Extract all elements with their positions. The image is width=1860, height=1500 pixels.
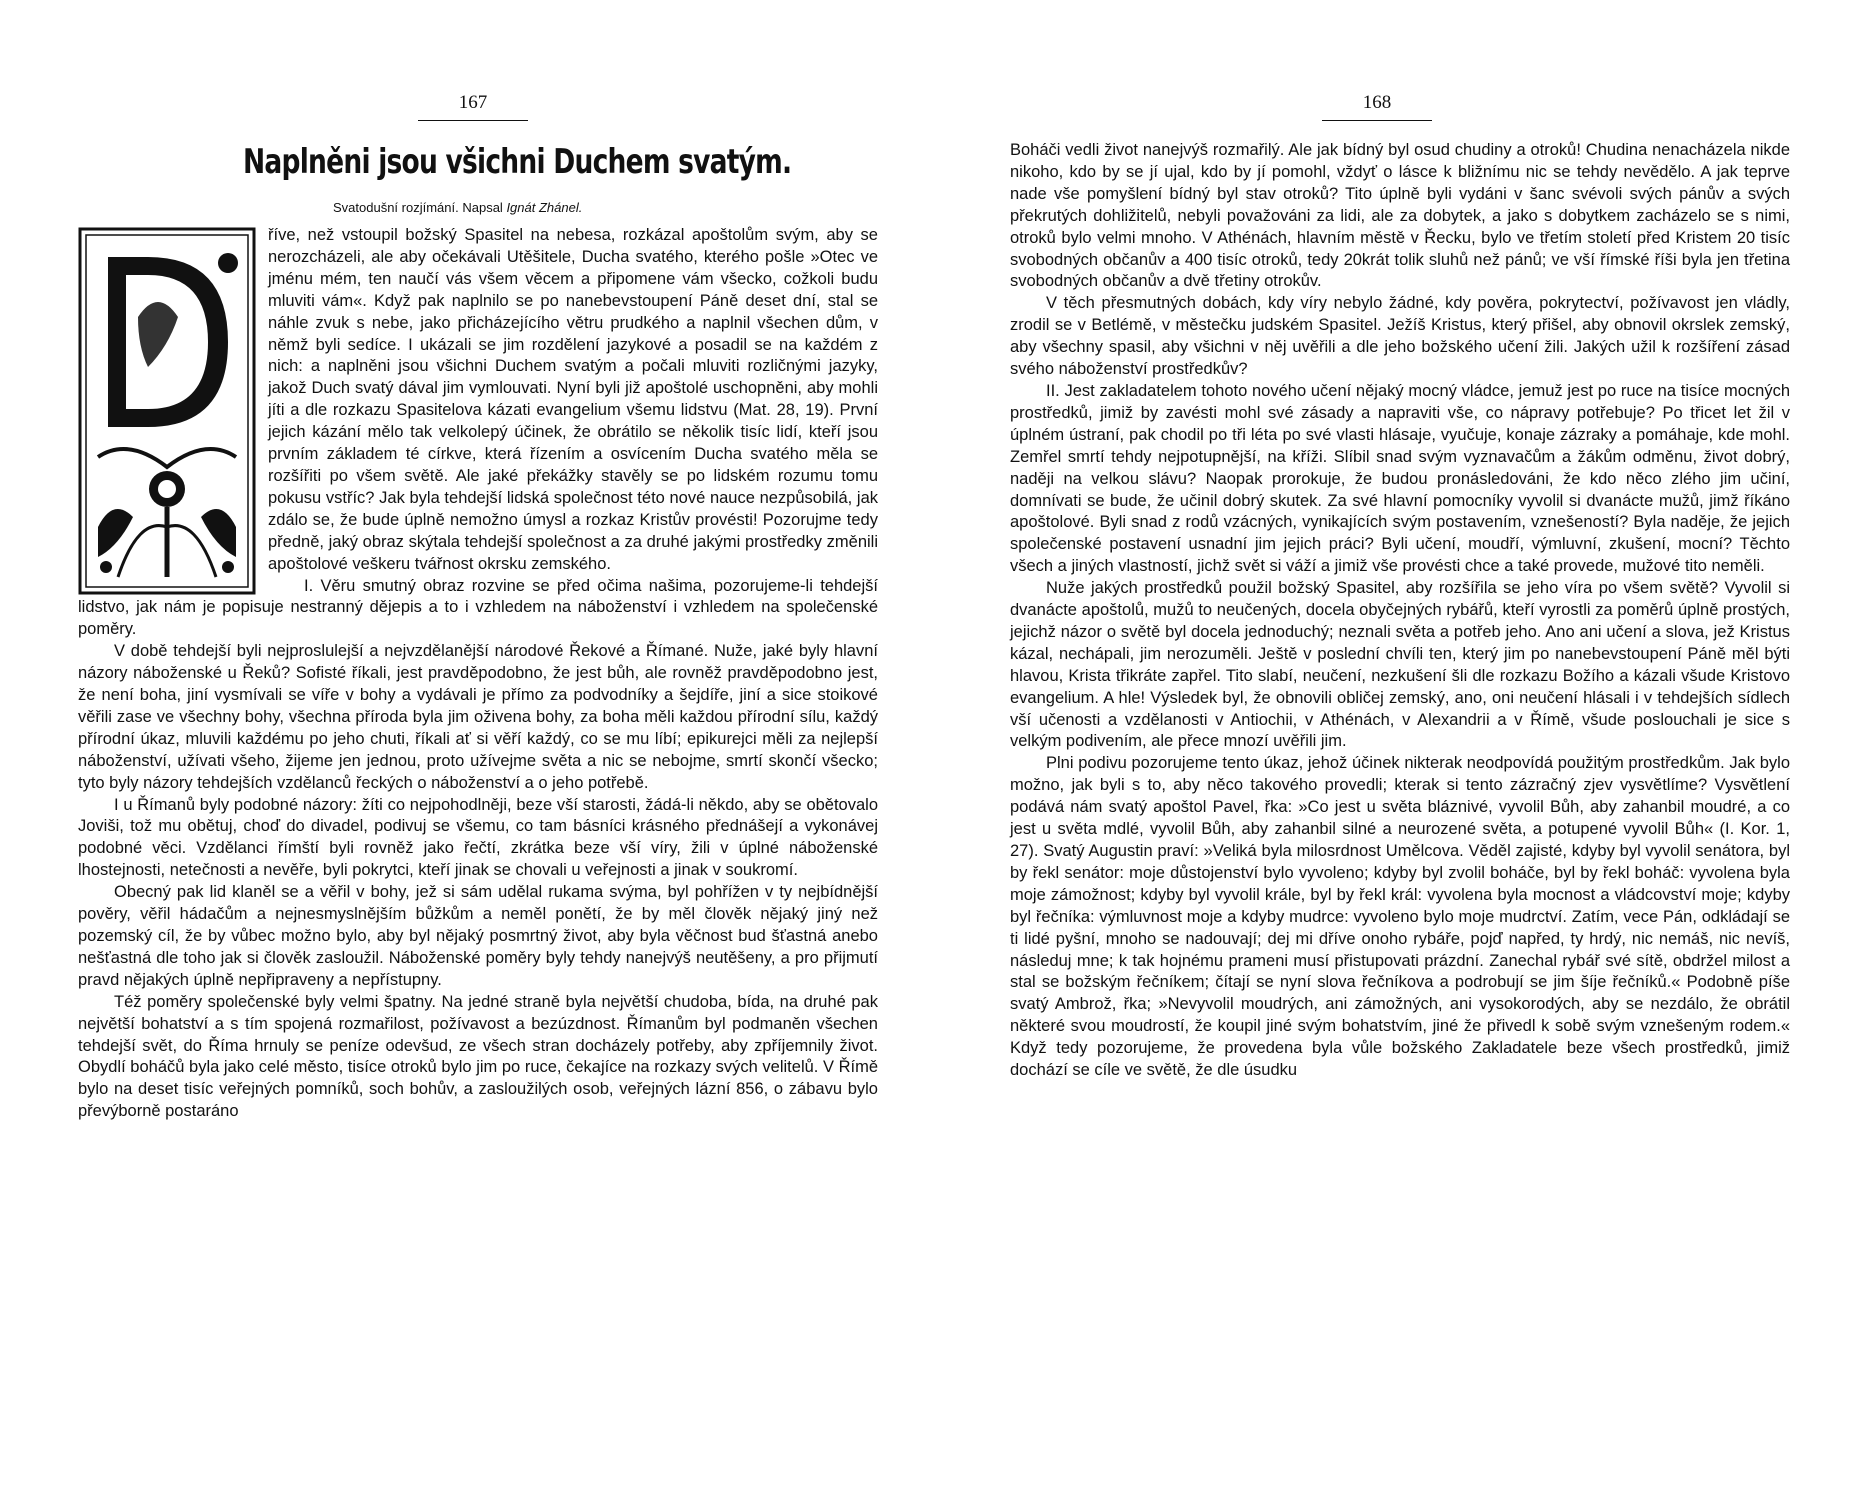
author-name: Ignát Zhánel. (506, 200, 583, 215)
paragraph: I. Věru smutný obraz rozvine se před očima našima, pozorujeme-li tehdejší lidstvo, jak nám je popisuje nestranný dějepis a to i vzhledem na náboženství i vzhledem na společenské poměry. (78, 576, 878, 639)
left-body-text (78, 225, 878, 1123)
ornamental-drop-cap (78, 227, 256, 595)
paragraph (78, 225, 878, 576)
right-body-text (1010, 140, 1790, 1082)
paragraph: Též poměry společenské byly velmi špatny. Na jedné straně byla největší chudoba, bída, na druhé pak největší bohatství a s tím spojená rozmařilost, požívavost a bezúzdnost. Římanům byl podmaněn všechen tehdejší svět, do Říma hrnuly se peníze odevšud, ze všech stran docházely potřeby, aby zpříjemnily život. Obydlí boháčů byla jako celé město, tisíce otroků bylo jim po ruce, čekajíce na rozkazy svých velitelů. V Římě bylo na deset tisíc veřejných pomníků, soch bohův, a zasloužilých osob, veřejných lázní 856, o zábavu bylo převýborně postaráno (78, 992, 878, 1121)
paragraph: I u Římanů byly podobné názory: žíti co nejpohodlněji, beze vší starosti, žádá-li někdo, aby se obětovalo Joviši, tož mu obětuj, choď do divadel, podivuj se všemu, co tam básníci krásného přednášejí a vykonávej podobné věci. Vzdělanci římští byli rovněž jako řečtí, zkrátka beze vší víry, žili v úplné náboženské lhostejnosti, netečnosti a nevěře, byli pokrytci, kteří jinak se chovali u veřejnosti a jinak v soukromí. (78, 795, 878, 880)
page-number: 168 (1322, 92, 1432, 121)
paragraph: Boháči vedli život nanejvýš rozmařilý. Ale jak bídný byl osud chudiny a otroků! Chudina nenacházela nikde nikoho, kdo by se jí ujal, kdo by jí pomohl, vždyť o lásce k bližnímu nic se tehdy nevědělo. A jak teprve nade vše pomyšlení bídný byl stav otroků? Tito úplně byli vydáni v šanc svévoli svých pánův a svých překrutých dohližitelů, nebyli považováni za lidi, ale za dobytek, a jako s dobytkem zacházelo se s nimi, otroků bylo velmi mnoho. V Athénách, hlavním městě v Řecku, bylo ve třetím století před Kristem 20 tisíc svobodných občanův a 400 tisíc otroků, tedy 20krát tolik sluhů než pánů; ve vší římské říši byla jen třetina svobodných občanův a dvě třetiny otrokův. (1010, 141, 1790, 291)
paragraph: V těch přesmutných dobách, kdy víry nebylo žádné, kdy pověra, pokrytectví, požívavost jen vládly, zrodil se v Betlémě, v městečku judském Spasitel. Ježíš Kristus, který přišel, aby obnovil okrslek zemský, aby všechny spasil, aby všichni v něj uvěřili a dle jeho božského učení žili. Jakých užil k rozšíření zásad svého náboženství prostředkův? (1010, 294, 1790, 379)
paragraph: Obecný pak lid klaněl se a věřil v bohy, jež si sám udělal rukama svýma, byl pohřížen v ty nejbídnější pověry, věřil hádačům a nejnesmyslnějším bůžkům a neměl ponětí, že by měl člověk nějaký jiný než pozemský cíl, že by vůbec možno bylo, aby byl nějaký posmrtný život, aby byla věčnost bud šťastná anebo nešťastná dle toho jak si člověk zasloužil. Náboženské poměry byly tehdy nanejvýš neutěšeny, a pro přijmutí pravd nějakých úplně nepřipraveny a nepřístupny. (78, 883, 878, 989)
article-title: Naplněni jsou všichni Duchem svatým. (243, 142, 792, 182)
paragraph: II. Jest zakladatelem tohoto nového učení nějaký mocný vládce, jemuž jest po ruce na tisíce mocných prostředků, jimiž by zavésti mohl své zásady a napraviti vše, co nápravy potřebuje? Po třicet let žil v úplném ústraní, pak chodil po tři léta po své vlasti hlásaje, vyučuje, konaje zázraky a pomáhaje, kde mohl. Zemřel smrtí tehdy nejpotupnější, na kříži. Slíbil snad svým vyznavačům a žákům odměnu, život dobrý, naději na velkou slávu? Naopak prorokuje, že budou pronásledováni, že kdo něco zlého jim učiní, domnívati se bude, že učinil dobrý skutek. Za své hlavní pomocníky vyvolil si dvanácte mužů, jimž říkáno apoštolové. Byli snad z rodů vzácných, vynikajících svým postavením, vznešeností? Byla naděje, že jejich společenské postavení usnadní jim jejich práci? Byli učení, moudří, výmluvní, zkušení, mocní? Těchto všech a jiných vlastností, jichž svět si váží a jimiž vše provésti chce a také provede, mužové tito neměli. (1010, 381, 1790, 576)
page-number: 167 (418, 92, 528, 121)
paragraph: V době tehdejší byli nejproslulejší a nejvzdělanější národové Řekové a Římané. Nuže, jaké byly hlavní názory náboženské u Řeků? Sofisté říkali, jest pravděpodobno, že jest bůh, ale rovněž pravděpodobno jest, že není boha, jiní vysmívali se víře v bohy a vydávali je přímo za podvodníky a šejdíře, jiní a sice stoikové věřili zase ve všechny bohy, všechna příroda byla jim oživena bohy, za boha měli každou přírodní sílu, každý přírodní úkaz, mluvili každému po jeho chuti, říkali ať si věří každý, co se mu líbí; epikurejci měli za nejlepší náboženství, užívati všeho, žijeme jen jednou, proto užívejme světa a nic se nebojme, smrtí skončí všecko; tyto byly názory tehdejších vzdělanců řeckých o náboženství a o jeho potřebě. (78, 642, 878, 792)
paragraph: Plni podivu pozorujeme tento úkaz, jehož účinek nikterak neodpovídá použitým prostředkům. Jak bylo možno, jak byli s to, aby něco takového provedli; kterak si tento zázračný zjev vysvětlíme? Vysvětlení podává nám svatý apoštol Pavel, řka: »Co jest u světa bláznivé, vyvolil Bůh, aby zahanbil moudré, a co jest u světa mdlé, vyvolil Bůh, aby zahanbil silné a neurozené světa, a potupené vyvolil Bůh« (I. Kor. 1, 27). Svatý Augustin praví: »Veliká byla milosrdnost Umělcova. Věděl zajisté, kdyby byl vyvolil senátora, byl by řekl senátor: moje důstojenství bylo vyvoleno; kdyby byl zvolil boháče, byl by řekl boháč: vyvolena byla moje zámožnost; kdyby byl vyvolil krále, byl by řekl král: vyvolena byla mocnost a vládcovství moje; kdyby byl řečníka: výmluvnost moje a kdyby mudrce: vyvoleno bylo moje mudrctví. Zatím, vece Pán, odkládají se ti lidé pyšní, mnoho se nadouvají; dej mi dříve onoho rybáře, pojď napřed, ty hrdý, nic nemáš, nic nevíš, následuj mne; k tak hojnému prameni musí přistupovati prázdní. Zanechal rybář své sítě, obdržel milost a stal se božským řečníkem; čítají se nyní slova řečníkova a podrobují se jim šíje řečníků.« Podobně píše svatý Ambrož, řka; »Nevyvolil moudrých, ani zámožných, ani vysokorodých, aby se nezdálo, že obrátil některé svou moudrostí, že koupil jiné svým bohatstvím, jiné že přivedl k sobě svým vznešeným rodem.« Když tedy pozorujeme, že provedena byla vůle božského Zakladatele beze všech prostředků, jimiž dochází se cíle ve světě, že dle úsudku (1010, 754, 1790, 1080)
paragraph-text: říve, než vstoupil božský Spasitel na nebesa, rozkázal apoštolům svým, aby se nerozcházeli, ale aby očekávali Utěšitele, Ducha svatého, kterého pošle »Otec ve jménu mém, ten naučí vás všem věcem a připomene vám všecko, cožkoli budu mluviti vám«. Když pak naplnilo se po nanebevstoupení Páně deset dní, stal se náhle zvuk s nebe, jako přicházejícího větru prudkého a naplnil všechen dům, v němž byli sedíce. I ukázali se jim rozdělení jazykové a posadil se na každém z nich: a naplněni jsou všichni Duchem svatým a počali mluviti rozličnými jazyky, jakož Duch svatý dával jim vymlouvati. Nyní byli již apoštolé uschopněni, aby mohli jíti a dle rozkazu Spasitelova kázati evangelium všemu lidstvu (Mat. 28, 19). První jejich kázání mělo tak velkolepý účinek, že obrátilo se několik tisíc lidí, kteří jsou prvním základem té církve, která řízením a osvícením Ducha svatého měla se rozšířiti po všem světě. Ale jaké překážky stavěly se po lidském rozumu tomu pokusu vstříc? Jak byla tehdejší lidská společnost této nové nauce nezpůsobilá, jak zdálo se, že bude úplně nemožno úmysl a rozkaz Kristův provésti! Pozorujme tedy předně, jaký obraz skýtala tehdejší společnost a za druhé jakými prostředky změnili apoštolové veškeru tvářnost okrsku zemského. (268, 226, 878, 573)
drop-cap-ornament (78, 227, 256, 595)
article-subtitle (333, 200, 582, 215)
paragraph: Nuže jakých prostředků použil božský Spasitel, aby rozšířila se jeho víra po všem světě? Vyvolil si dvanácte apoštolů, mužů to neučených, docela obyčejných rybářů, kteří vyrostli za poměrů úplně prostých, jejichž názor o světě byl docela jednoduchý; neznali světa a potřeb jeho. Ano ani učení a slova, jež Kristus kázal, nechápali, jim nerozuměli. Ještě v poslední chvíli ten, který jim po nanebevstoupení Páně měl býti hlavou, Krista třikráte zapřel. Tito slabí, neučení, nezkušení šli dle rozkazu Božího a kázali všude Kristovo evangelium. A hle! Výsledek byl, že obnovili obličej zemský, ano, oni neučení hlásali i v tehdejších sídlech vší učenosti a vzdělanosti v Antiochii, v Athénách, v Alexandrii a v Římě, všude poslouchali je sice s velkým podivením, ale přece mnozí uvěřili jim. (1010, 579, 1790, 751)
subtitle-text: Svatodušní rozjímání. Napsal (333, 200, 503, 215)
